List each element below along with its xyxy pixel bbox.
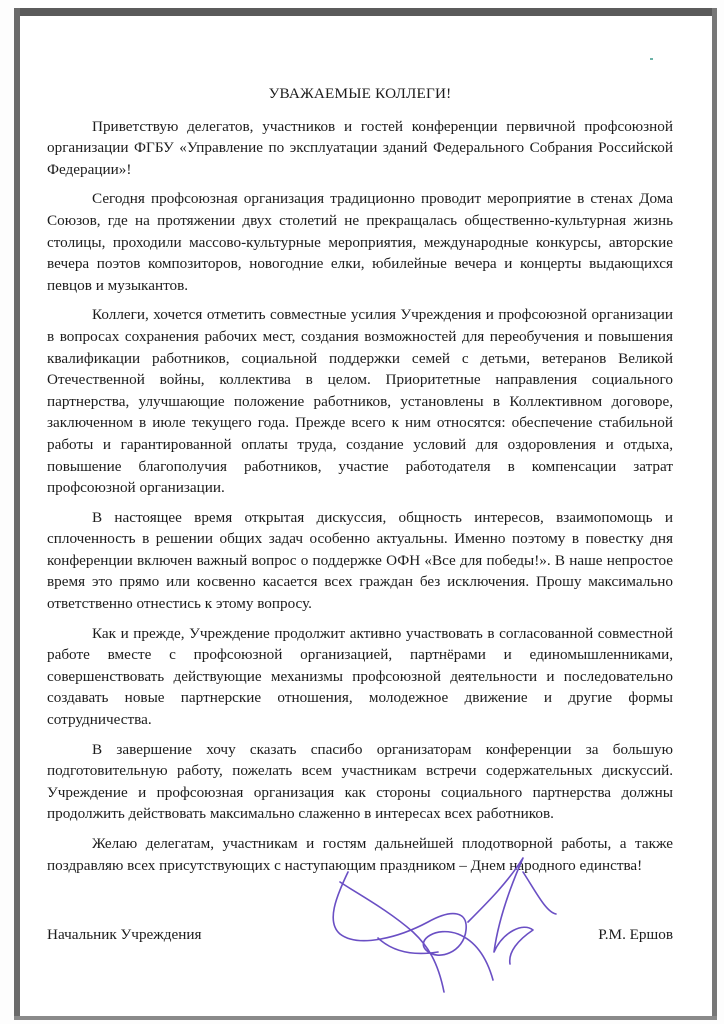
signatory-name: Р.М. Ершов	[598, 926, 673, 943]
signature-stroke	[523, 872, 556, 914]
paragraph-gratitude: В завершение хочу сказать спасибо организаторам конференции за большую подготовительную работу, пожелать всем участникам встречи содержательных дискуссий. Учреждение и профсоюзная организация как стороны социального партнерства должны продолжить действовать максимально слаженно в интересах всех работников.	[47, 740, 673, 823]
paragraph-joint-efforts: Коллеги, хочется отметить совместные усилия Учреждения и профсоюзной организации в вопросах сохранения рабочих мест, создания возможностей для переобучения и повышения квалификации работников, социальной поддержки семей с детьми, ветеранов Великой Отечественной войны, коллектива в целом. Приоритетные направления социального партнерства, улучшающие положение работников, установлены в Коллективном договоре, заключенном в июле текущего года. Прежде всего к ним относятся: обеспечение стабильной работы и гарантированной оплаты труда, создание условий для оздоровления и отдыха, повышение благополучия работников, участие работодателя в компенсации затрат профсоюзной организации.	[47, 306, 673, 497]
signatory-position: Начальник Учреждения	[47, 926, 202, 943]
paragraph-cooperation: Как и прежде, Учреждение продолжит активно участвовать в согласованной совместной работе вместе с профсоюзной организацией, партнёрами и единомышленниками, совершенствовать действующие механизмы профсоюзной деятельности и последовательно создавать новые партнерские отношения, молодежное движение и другие формы сотрудничества.	[47, 624, 673, 729]
letter-title: УВАЖАЕМЫЕ КОЛЛЕГИ!	[268, 85, 452, 102]
signature-strokes	[333, 858, 556, 992]
scan-border-top	[14, 8, 716, 16]
scan-border-bottom	[14, 1016, 717, 1020]
signature-stroke	[333, 872, 493, 980]
scan-speck	[650, 58, 653, 60]
paragraph-greeting: Приветствую делегатов, участников и гостей конференции первичной профсоюзной организации ФГБУ «Управление по эксплуатации зданий Федерального Собрания Российской Федерации»!	[47, 117, 673, 178]
handwritten-signature	[318, 852, 578, 1002]
paragraph-wishes: Желаю делегатам, участникам и гостям дальнейшей плодотворной работы, а также поздравляю всех присутствующих с наступающим праздником – Днем народного единства!	[47, 835, 673, 874]
paragraph-house-of-unions: Сегодня профсоюзная организация традиционно проводит мероприятие в стенах Дома Союзов, где на протяжении двух столетий не прекращалась общественно-культурная жизнь столицы, проходили массово-культурные мероприятия, международные конкурсы, авторские вечера поэтов композиторов, новогодние елки, юбилейные вечера и концерты выдающихся певцов и музыкантов.	[47, 190, 673, 294]
letter-body	[47, 83, 673, 884]
paragraph-discussion: В настоящее время открытая дискуссия, общность интересов, взаимопомощь и сплоченность в решении общих задач особенно актуальны. Именно поэтому в повестку дня конференции включен важный вопрос о поддержке ОФН «Все для победы!». В наше непростое время это прямо или косвенно касается всех граждан без исключения. Прошу максимально ответственно отнестись к этому вопросу.	[47, 508, 673, 613]
scan-border-right	[712, 8, 717, 1020]
